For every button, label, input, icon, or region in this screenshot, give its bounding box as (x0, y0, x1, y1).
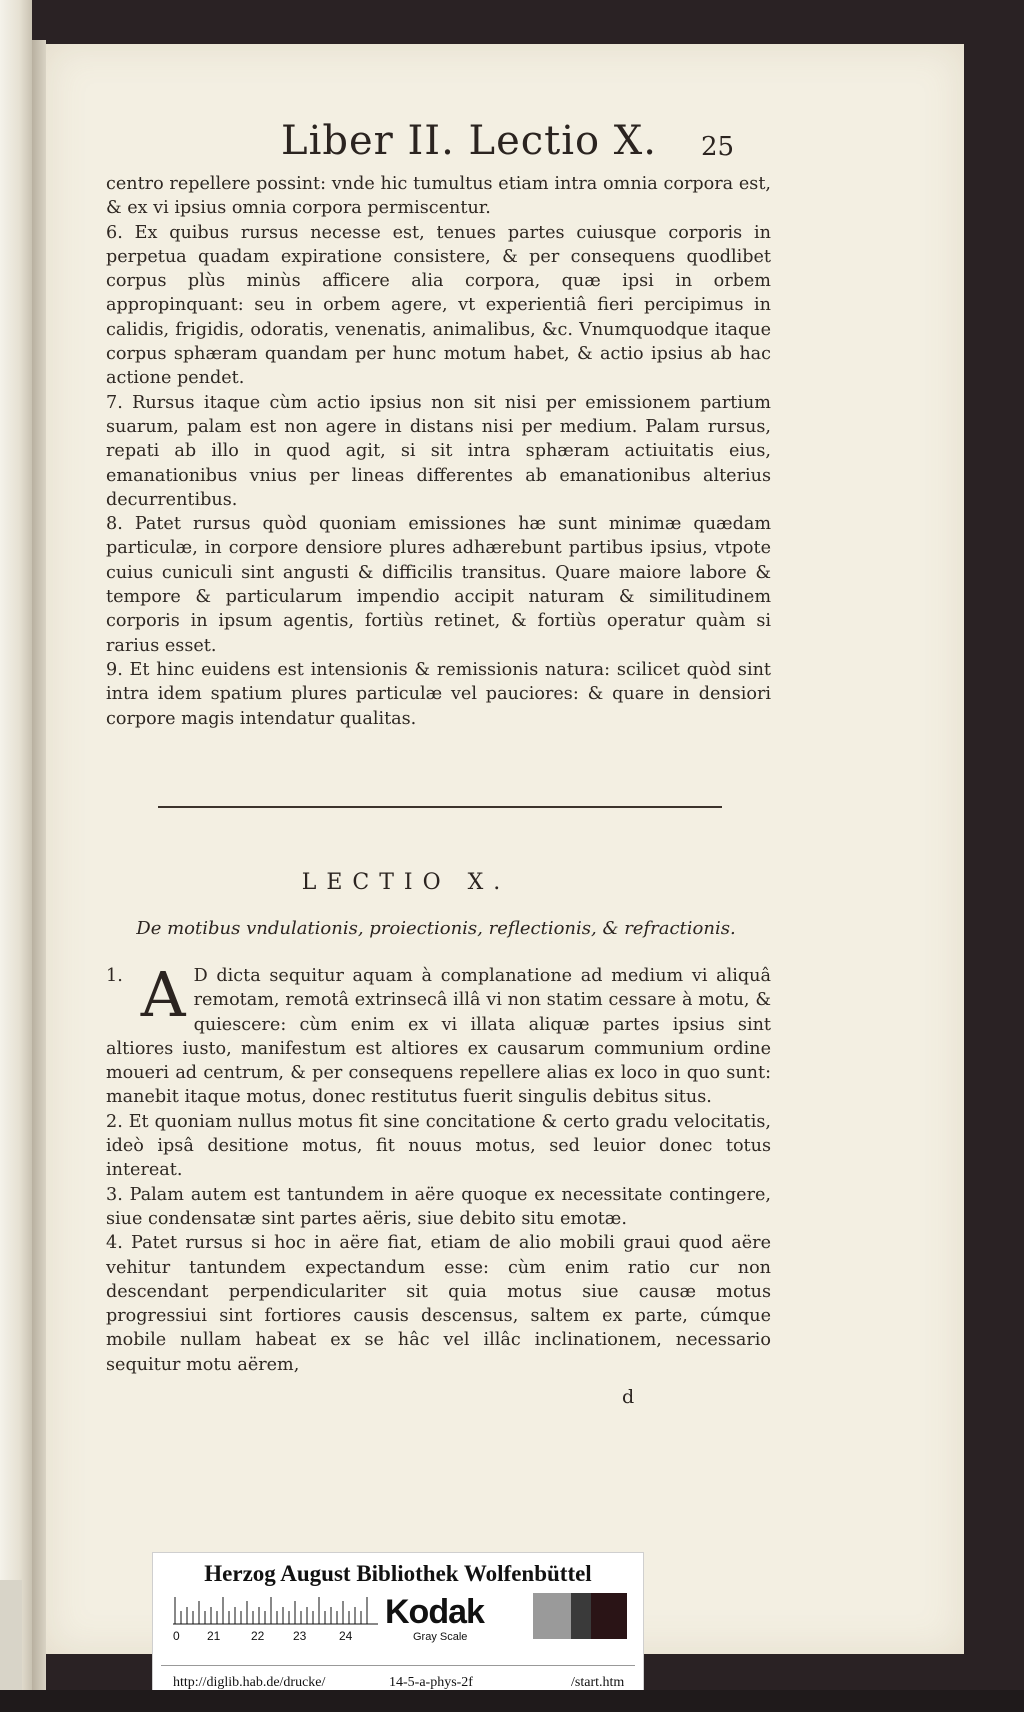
ruler-label: 24 (339, 1629, 353, 1643)
ruler-label: 23 (293, 1629, 307, 1643)
spine-label (0, 1580, 22, 1690)
paragraph: 3. Palam autem est tantundem in aëre quoque ex necessitate contingere, siue condensatæ sint partes aëris, siue debito situ emotæ. (106, 1184, 771, 1229)
paragraph: 6. Ex quibus rursus necesse est, tenues partes cuiusque corporis in perpetua quadam expiratione consistere, & per consequens quodlibet corpus plùs minùs afficere alia corpora, quæ ipsi in orbem appropinquant: seu in orbem agere, vt experientiâ fieri percipimus in calidis, frigidis, odoratis, venenatis, animalibus, &c. Vnumquodque itaque corpus sphæram quandam per hunc motum habet, & actio ipsius ab hac actione pendet. (106, 222, 771, 389)
book-left-edge (0, 0, 32, 1712)
paragraph: centro repellere possint: vnde hic tumultus etiam intra omnia corpora est, & ex vi ipsius omnia corpora permiscentur. (106, 174, 771, 219)
running-head: Liber II. Lectio X. (281, 118, 657, 164)
paragraph-number: 1. (106, 966, 123, 986)
gray-scale-label: Gray Scale (413, 1631, 468, 1643)
target-divider (161, 1665, 635, 1666)
url-left: http://diglib.hab.de/drucke/ (173, 1675, 326, 1690)
ruler-label: 22 (251, 1629, 265, 1643)
color-target (152, 1552, 644, 1704)
lectio-subtitle: De motibus vndulationis, proiectionis, reflectionis, & refractionis. (136, 918, 736, 939)
paragraph: 8. Patet rursus quòd quoniam emissiones hæ sunt minimæ quædam particulæ, in corpore densiore plures adhærebunt partibus ipsius, vtpote cuius cuniculi sint angusti & difficilis transitus. Quare maiore labore & tempore & particularum impendio accipit naturam & similitudinem corporis in ipsum agentis, fortiùs retinet, & fortiùs operatur quàm si rarius esset. (106, 514, 771, 656)
book-gutter (32, 40, 46, 1712)
paragraph: 2. Et quoniam nullus motus fit sine concitatione & certo gradu velocitatis, ideò ipsâ desitione motus, fit nouus motus, sed leuior donec totus intereat. (106, 1111, 771, 1181)
lectio-text (106, 958, 771, 1377)
paragraph: 7. Rursus itaque cùm actio ipsius non sit nisi per emissionem partium suarum, palam est non agere in distans nisi per medium. Palam rursus, repati ab illo in quod agit, si sit intra sphæram actiuitatis eius, emanationibus vnius per lineas differentes ab emanationibus alterius decurrentibus. (106, 392, 771, 510)
first-paragraph (106, 958, 771, 1110)
continued-text (106, 172, 771, 731)
page-header (46, 118, 964, 174)
section-divider (158, 806, 722, 808)
signature-mark: d (622, 1386, 635, 1408)
paragraph: 4. Patet rursus si hoc in aëre fiat, etiam de alio mobili graui quod aëre vehitur tantundem expectandum esse: cùm enim ratio cur non descendant perpendiculariter sit quia motus siue causæ motus progressiui sint fortiores causis descensus, saltem ex parte, cúmque mobile nullam habeat ex se hâc vel illâc inclinationem, necessario sequitur motu aërem, (106, 1233, 771, 1375)
black-swatch (591, 1593, 627, 1639)
book-page (46, 44, 964, 1654)
paragraph: 9. Et hinc euidens est intensionis & remissionis natura: scilicet quòd sint intra idem spatium plures particulæ vel pauciores: & quare in densiori corpore magis intendatur qualitas. (106, 659, 771, 729)
paragraph-text: D dicta sequitur aquam à complanatione ad medium vi aliquâ remotam, remotâ extrinsecâ illâ vi non statim cessare à motu, & quiescere: cùm enim ex vi illata aliquæ partes ipsius sint altiores iusto, manifestum est altiores ex causarum communium ordine moueri ad centrum, & per consequens repellere alias ex loco in quo sunt: manebit itaque motus, donec restitutus fuerit singulis debitus situs. (106, 966, 771, 1108)
lectio-heading: LECTIO X. (301, 870, 511, 895)
library-name: Herzog August Bibliothek Wolfenbüttel (204, 1561, 592, 1586)
gray-swatch (533, 1593, 571, 1639)
ruler-label: 21 (207, 1629, 221, 1643)
ruler-icon (173, 1597, 378, 1625)
bottom-band (0, 1690, 1024, 1712)
url-middle: 14-5-a-phys-2f (389, 1675, 473, 1690)
ruler-label: 0 (173, 1629, 180, 1643)
kodak-logo: Kodak (385, 1593, 484, 1631)
page-number: 25 (701, 132, 735, 162)
dropcap: A (140, 958, 186, 1031)
url-right: /start.htm (571, 1675, 625, 1690)
